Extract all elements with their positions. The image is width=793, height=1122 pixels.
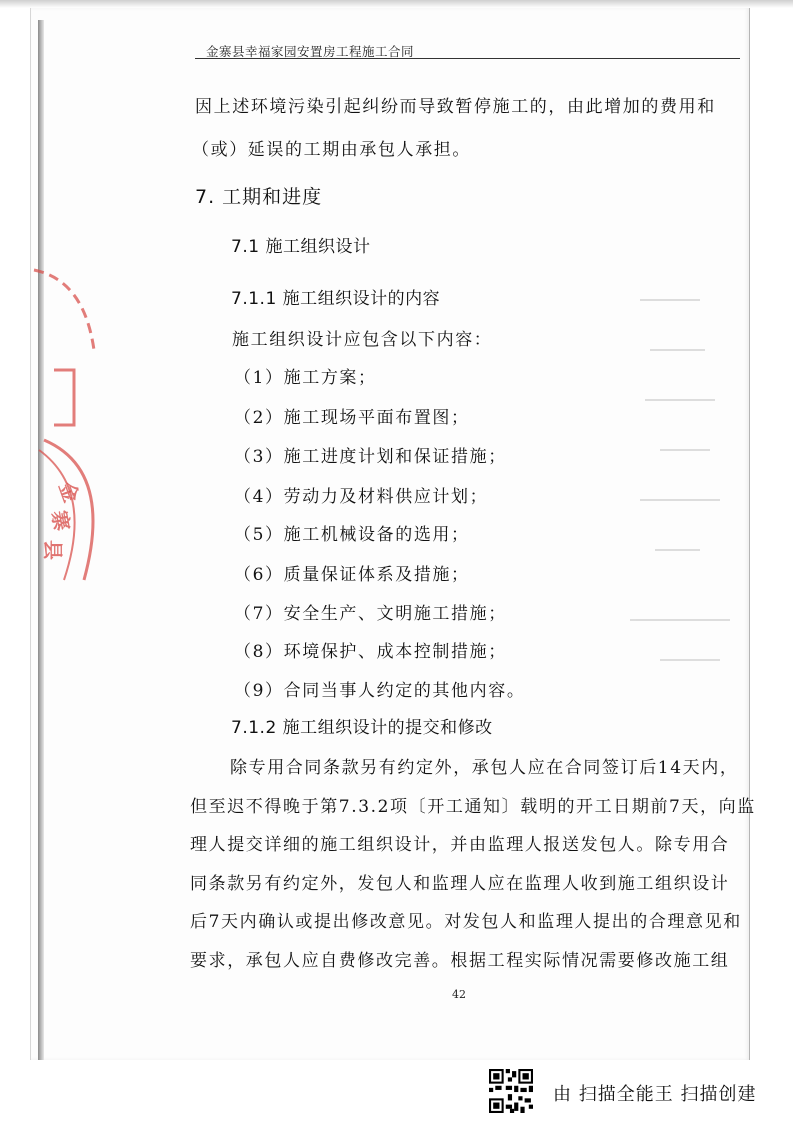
header-rule [195, 58, 740, 59]
paragraph-line: 后7天内确认或提出修改意见。对发包人和监理人提出的合理意见和 [190, 912, 742, 932]
paragraph-line: 但至迟不得晚于第7.3.2项〔开工通知〕载明的开工日期前7天，向监 [190, 797, 756, 817]
list-item: （7）安全生产、文明施工措施； [234, 604, 507, 624]
list-item: （6）质量保证体系及措施； [234, 565, 470, 585]
body-line-1: 因上述环境污染引起纠纷而导致暂停施工的，由此增加的费用和 [195, 97, 716, 117]
qr-code-icon[interactable] [489, 1069, 533, 1113]
section-heading-7: 7. 工期和进度 [195, 186, 323, 208]
svg-text:金: 金 [54, 478, 84, 506]
list-item: （2）施工现场平面布置图； [234, 408, 470, 428]
section-heading-7-1-1: 7.1.1 施工组织设计的内容 [231, 289, 441, 309]
scanner-watermark-label: 由 扫描全能王 扫描创建 [553, 1084, 757, 1105]
paragraph-line: 除专用合同条款另有约定外，承包人应在合同签订后14天内， [230, 758, 739, 778]
list-item: （8）环境保护、成本控制措施； [234, 642, 507, 662]
section-heading-7-1: 7.1 施工组织设计 [231, 237, 371, 257]
list-item: （5）施工机械设备的选用； [234, 525, 470, 545]
body-line-2: （或）延误的工期由承包人承担。 [192, 140, 471, 160]
document-header-title: 金寨县幸福家园安置房工程施工合同 [206, 44, 415, 59]
svg-text:寨: 寨 [47, 508, 75, 533]
list-item: （9）合同当事人约定的其他内容。 [234, 681, 526, 701]
page-binding-edge [38, 20, 44, 1060]
scan-top-edge [0, 0, 793, 8]
page-number: 42 [452, 988, 466, 1001]
paragraph-line: 要求，承包人应自费修改完善。根据工程实际情况需要修改施工组 [190, 951, 730, 971]
list-item: （3）施工进度计划和保证措施； [234, 447, 507, 467]
paragraph-line: 同条款另有约定外，发包人和监理人应在监理人收到施工组织设计 [190, 874, 730, 894]
paragraph-line: 理人提交详细的施工组织设计，并由监理人报送发包人。除专用合 [190, 835, 730, 855]
svg-text:县: 县 [41, 540, 65, 560]
section-heading-7-1-2: 7.1.2 施工组织设计的提交和修改 [231, 718, 493, 738]
list-item: （4）劳动力及材料供应计划； [234, 487, 489, 507]
list-intro: 施工组织设计应包含以下内容： [232, 330, 493, 350]
list-item: （1）施工方案； [234, 368, 377, 388]
